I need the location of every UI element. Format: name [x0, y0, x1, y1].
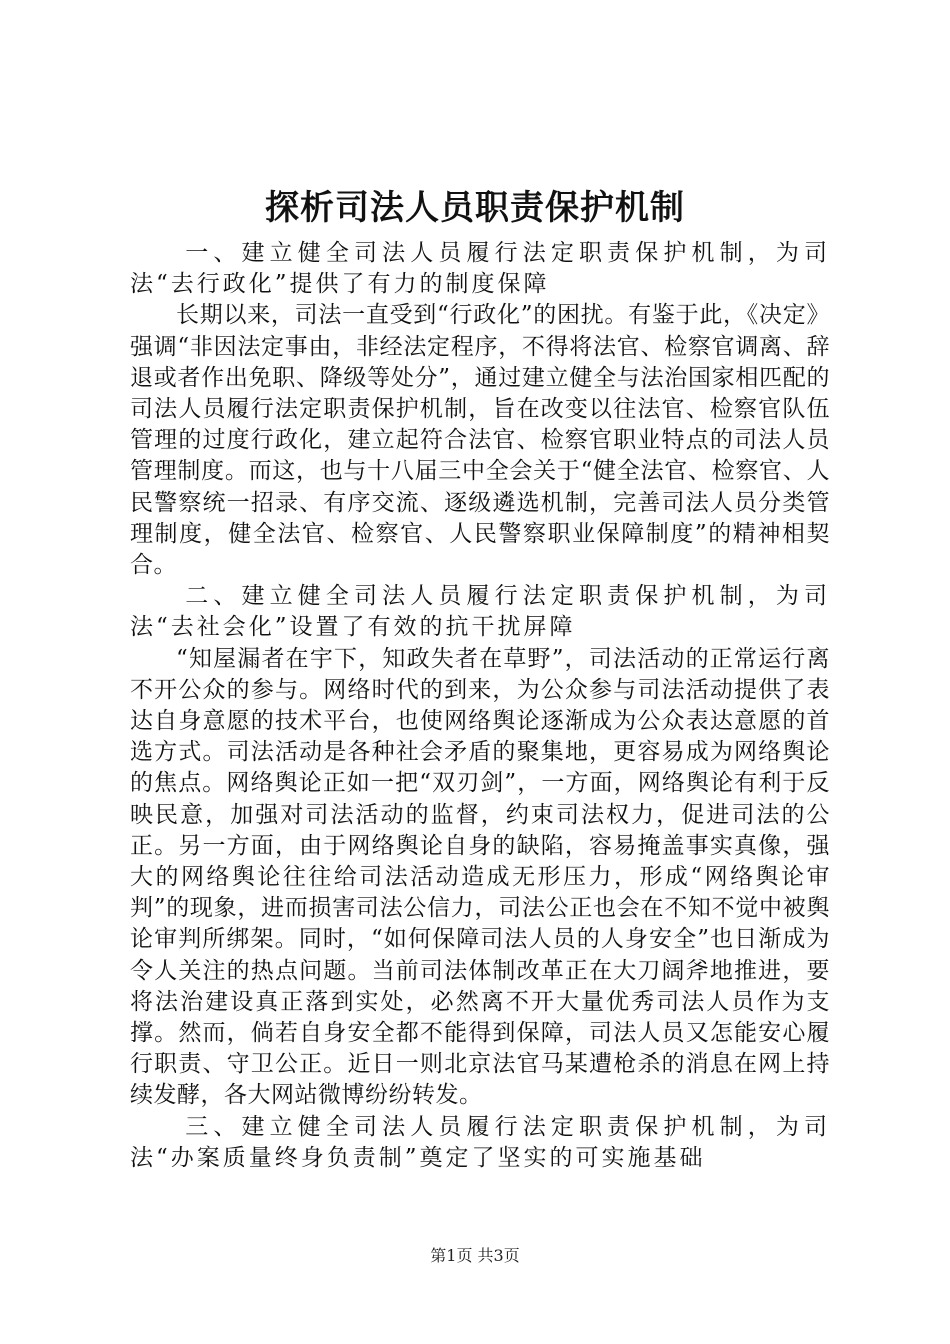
- body-paragraph-2: “知屋漏者在宇下，知政失者在草野”，司法活动的正常运行离不开公众的参与。网络时代的到来，为公众参与司法活动提供了表达自身意愿的技术平台，也使网络舆论逐渐成为公众表达意愿的首选方式。司法活动是各种社会矛盾的聚集地，更容易成为网络舆论的焦点。网络舆论正如一把“双刃剑”，一方面，网络舆论有利于反映民意，加强对司法活动的监督，约束司法权力，促进司法的公正。另一方面，由于网络舆论自身的缺陷，容易掩盖事实真像，强大的网络舆论往往给司法活动造成无形压力，形成“网络舆论审判”的现象，进而损害司法公信力，司法公正也会在不知不觉中被舆论审判所绑架。同时，“如何保障司法人员的人身安全”也日渐成为令人关注的热点问题。当前司法体制改革正在大刀阔斧地推进，要将法治建设真正落到实处，必然离不开大量优秀司法人员作为支撑。然而，倘若自身安全都不能得到保障，司法人员又怎能安心履行职责、守卫公正。近日一则北京法官马某遭枪杀的消息在网上持续发酵，各大网站微博纷纷转发。: [130, 645, 830, 1109]
- section-heading-1: 一、建立健全司法人员履行法定职责保护机制，为司法“去行政化”提供了有力的制度保障: [130, 240, 830, 298]
- document-body: [130, 238, 830, 1174]
- section-heading-3: 三、建立健全司法人员履行法定职责保护机制，为司法“办案质量终身负责制”奠定了坚实的可实施基础: [130, 1113, 830, 1171]
- body-paragraph-1: 长期以来，司法一直受到“行政化”的困扰。有鉴于此，《决定》强调“非因法定事由，非经法定程序，不得将法官、检察官调离、辞退或者作出免职、降级等处分”，通过建立健全与法治国家相匹配的司法人员履行法定职责保护机制，旨在改变以往法官、检察官队伍管理的过度行政化，建立起符合法官、检察官职业特点的司法人员管理制度。而这，也与十八届三中全会关于“健全法官、检察官、人民警察统一招录、有序交流、逐级遴选机制，完善司法人员分类管理制度，健全法官、检察官、人民警察职业保障制度”的精神相契合。: [130, 302, 830, 579]
- document-title: 探析司法人员职责保护机制: [265, 188, 685, 228]
- section-heading-2: 二、建立健全司法人员履行法定职责保护机制，为司法“去社会化”设置了有效的抗干扰屏障: [130, 583, 830, 641]
- page-footer: 第1页 共3页: [430, 1246, 520, 1265]
